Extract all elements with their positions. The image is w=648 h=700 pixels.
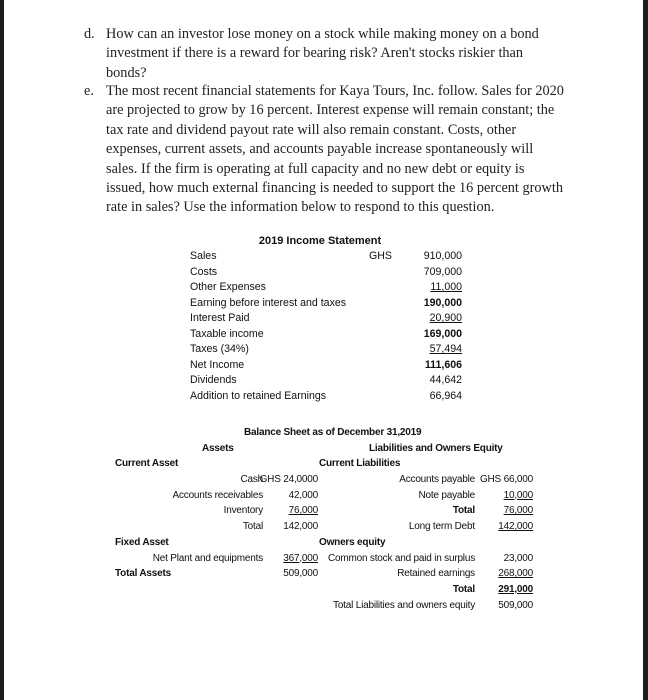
owners-equity-total-value: 291,000 — [498, 583, 533, 595]
long-term-debt-value: 142,000 — [498, 521, 533, 533]
income-statement — [190, 233, 462, 404]
current-liabilities-total-label: Total — [452, 505, 475, 517]
question-d — [84, 25, 564, 83]
bs-row-totals — [112, 519, 536, 535]
page-border-left — [0, 0, 4, 700]
bs-row-equity-total — [112, 582, 536, 598]
cash-value: GHS 24,0000 — [259, 474, 318, 486]
is-value: 190,000 — [423, 296, 462, 309]
bs-title-row — [112, 425, 536, 441]
is-row-costs — [190, 265, 462, 281]
bs-row-inventory — [112, 503, 536, 519]
is-value: 44,642 — [429, 374, 462, 386]
note-payable-value: 10,000 — [503, 489, 533, 501]
total-liabilities-equity-value: 509,000 — [498, 599, 533, 611]
question-e-letter: e. — [84, 83, 94, 99]
is-label: Costs — [190, 265, 218, 278]
retained-earnings-value: 268,000 — [498, 568, 533, 580]
question-e — [84, 82, 564, 218]
net-plant-label: Net Plant and equipments — [152, 552, 263, 564]
income-statement-title: 2019 Income Statement — [258, 235, 382, 247]
long-term-debt-label: Long term Debt — [408, 521, 475, 533]
retained-earnings-label: Retained earnings — [397, 568, 475, 580]
is-value: 11,000 — [430, 281, 462, 293]
is-label: Interest Paid — [190, 312, 250, 324]
is-value: 57,494 — [429, 343, 462, 355]
bs-row-cash — [112, 472, 536, 488]
bs-row-total-liab-equity — [112, 598, 536, 614]
is-row-sales — [190, 249, 462, 265]
is-label: Net Income — [190, 358, 245, 371]
net-plant-value: 367,000 — [283, 552, 318, 564]
total-assets-value: 509,000 — [283, 568, 318, 580]
cash-label: Cash — [240, 474, 263, 486]
is-row-other-expenses — [190, 280, 462, 296]
current-assets-total-value: 142,000 — [283, 521, 318, 533]
common-stock-label: Common stock and paid in surplus — [327, 552, 475, 564]
bs-section-row — [112, 456, 536, 472]
current-asset-label: Current Asset — [115, 458, 179, 470]
fixed-asset-label: Fixed Asset — [115, 536, 169, 548]
bs-row-receivables — [112, 488, 536, 504]
question-d-letter: d. — [84, 26, 95, 42]
current-liabilities-total-value: 76,000 — [503, 505, 533, 517]
owners-equity-total-label: Total — [452, 583, 475, 595]
bs-headers-row — [112, 441, 536, 457]
is-label: Earning before interest and taxes — [190, 296, 347, 309]
is-label: Taxable income — [190, 327, 264, 340]
is-value: 20,900 — [429, 312, 462, 324]
is-label: Taxes (34%) — [190, 343, 249, 355]
accounts-payable-label: Accounts payable — [399, 474, 475, 486]
is-label: Addition to retained Earnings — [190, 389, 327, 402]
is-value: 169,000 — [423, 327, 462, 340]
accounts-receivable-value: 42,000 — [288, 489, 318, 501]
is-label: Dividends — [190, 374, 237, 386]
is-row-taxable-income — [190, 327, 462, 343]
is-row-interest-paid — [190, 311, 462, 327]
is-row-ebit — [190, 296, 462, 312]
is-label: Sales — [190, 250, 217, 262]
is-label: Other Expenses — [190, 281, 266, 293]
accounts-receivable-label: Accounts receivables — [172, 489, 263, 501]
total-liabilities-equity-label: Total Liabilities and owners equity — [333, 599, 475, 611]
owners-equity-label: Owners equity — [319, 536, 386, 548]
current-liabilities-label: Current Liabilities — [319, 458, 401, 470]
inventory-label: Inventory — [223, 505, 263, 517]
is-value: 709,000 — [423, 265, 462, 278]
is-value: 111,606 — [424, 358, 462, 371]
is-currency: GHS — [369, 250, 392, 262]
balance-sheet-title: Balance Sheet as of December 31,2019 — [244, 427, 422, 438]
current-assets-total-label: Total — [242, 521, 263, 533]
is-row-taxes — [190, 342, 462, 358]
inventory-value: 76,000 — [288, 505, 318, 517]
liabilities-header: Liabilities and Owners Equity — [369, 442, 503, 454]
assets-header: Assets — [202, 442, 234, 454]
bs-row-net-plant — [112, 551, 536, 567]
bs-row-fixed — [112, 535, 536, 551]
question-e-text: The most recent financial statements for Kaya Tours, Inc. follow. Sales for 2020 are projected to grow by 16 percent. Interest expense will remain constant; the tax rate and dividend payout rate will also remain constant. Costs, other expenses, current assets, and accounts payable increase spontaneously will sales. If the firm is operating at full capacity and no new debt or equity is issued, how much external financing is needed to support the 16 percent growth rate in sales? Use the information below to respond to this question. — [106, 83, 564, 216]
note-payable-label: Note payable — [418, 489, 475, 501]
bs-row-total-assets — [112, 566, 536, 582]
common-stock-value: 23,000 — [503, 552, 533, 564]
is-row-addition-retained — [190, 389, 462, 405]
balance-sheet — [112, 425, 536, 613]
question-d-text: How can an investor lose money on a stock while making money on a bond investment if there is a reward for bearing risk? Aren't stocks riskier than bonds? — [106, 26, 539, 81]
is-value: 66,964 — [429, 389, 462, 402]
is-row-net-income — [190, 358, 462, 374]
page-border-right — [643, 0, 648, 700]
is-value: 910,000 — [423, 250, 462, 262]
is-row-dividends — [190, 373, 462, 389]
total-assets-label: Total Assets — [115, 568, 171, 580]
accounts-payable-value: GHS 66,000 — [479, 474, 533, 486]
